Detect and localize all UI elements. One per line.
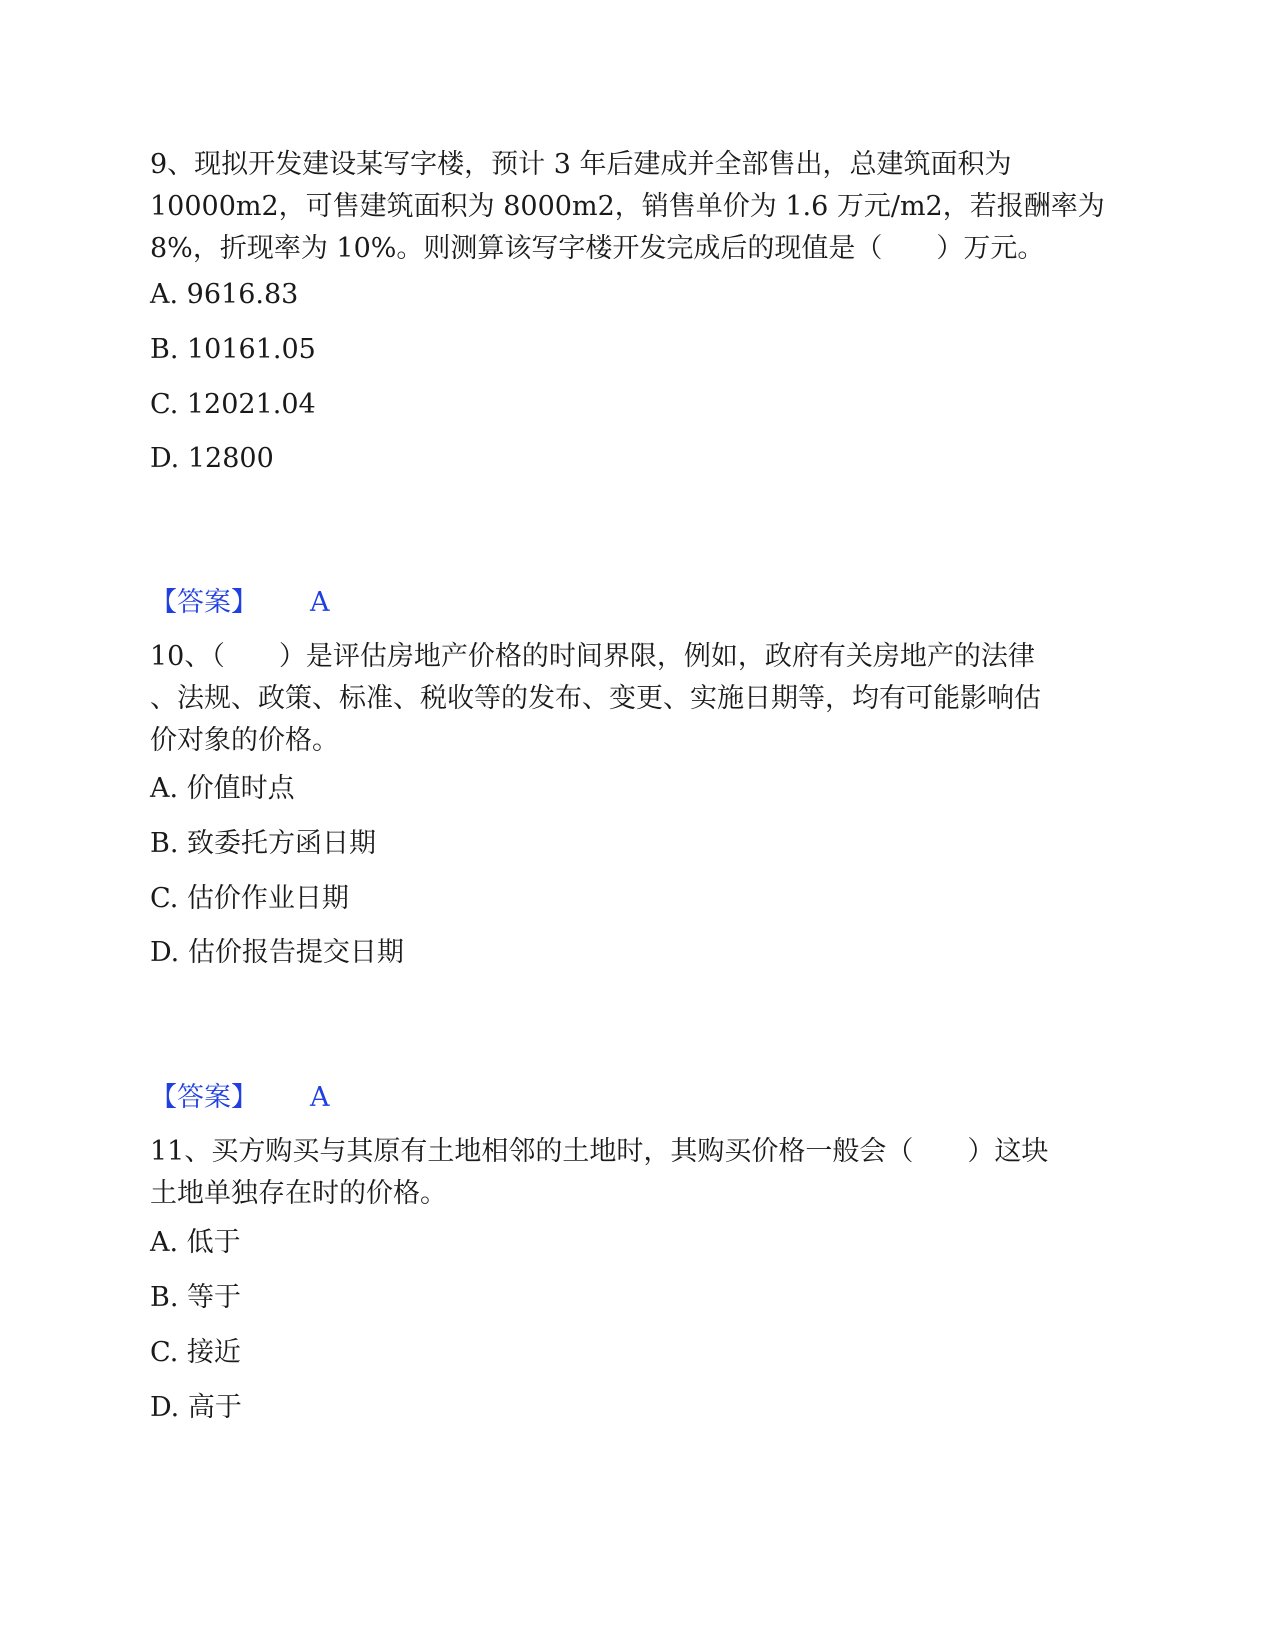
question-10-stem bbox=[150, 636, 1110, 762]
question-11-option-a: A. 低于 bbox=[150, 1227, 241, 1258]
question-stem-line: 10、（ ）是评估房地产价格的时间界限，例如，政府有关房地产的法律 bbox=[150, 641, 1035, 672]
question-10-option-c: C. 估价作业日期 bbox=[150, 883, 349, 914]
answer-line-2 bbox=[150, 1081, 330, 1115]
question-9-option-a: A. 9616.83 bbox=[150, 279, 299, 310]
question-10-option-b: B. 致委托方函日期 bbox=[150, 828, 377, 859]
answer-line-1 bbox=[150, 586, 330, 620]
question-11-option-d: D. 高于 bbox=[150, 1392, 242, 1423]
question-stem-line: 8%，折现率为 10%。则测算该写字楼开发完成后的现值是（ ）万元。 bbox=[150, 233, 1045, 264]
question-11-option-b: B. 等于 bbox=[150, 1282, 242, 1313]
question-9-option-b: B. 10161.05 bbox=[150, 334, 316, 365]
question-10-option-d: D. 估价报告提交日期 bbox=[150, 937, 404, 968]
question-9-option-d: D. 12800 bbox=[150, 443, 274, 474]
question-9-option-c: C. 12021.04 bbox=[150, 389, 316, 420]
question-11-stem bbox=[150, 1131, 1110, 1215]
answer-label: 【答案】 bbox=[150, 1082, 258, 1113]
answer-value: A bbox=[310, 1082, 330, 1113]
question-9-stem bbox=[150, 144, 1110, 270]
question-stem-line: 土地单独存在时的价格。 bbox=[150, 1178, 447, 1209]
question-stem-line: 10000m2，可售建筑面积为 8000m2，销售单价为 1.6 万元/m2，若报酬率为 bbox=[150, 191, 1105, 222]
question-stem-line: 价对象的价格。 bbox=[150, 725, 339, 756]
answer-value: A bbox=[310, 587, 330, 618]
question-stem-line: 11、买方购买与其原有土地相邻的土地时，其购买价格一般会（ ）这块 bbox=[150, 1136, 1049, 1167]
question-stem-line: 、法规、政策、标准、税收等的发布、变更、实施日期等，均有可能影响估 bbox=[150, 683, 1041, 714]
answer-label: 【答案】 bbox=[150, 587, 258, 618]
question-10-option-a: A. 价值时点 bbox=[150, 773, 295, 804]
question-11-option-c: C. 接近 bbox=[150, 1337, 241, 1368]
question-stem-line: 9、现拟开发建设某写字楼，预计 3 年后建成并全部售出，总建筑面积为 bbox=[150, 149, 1012, 180]
